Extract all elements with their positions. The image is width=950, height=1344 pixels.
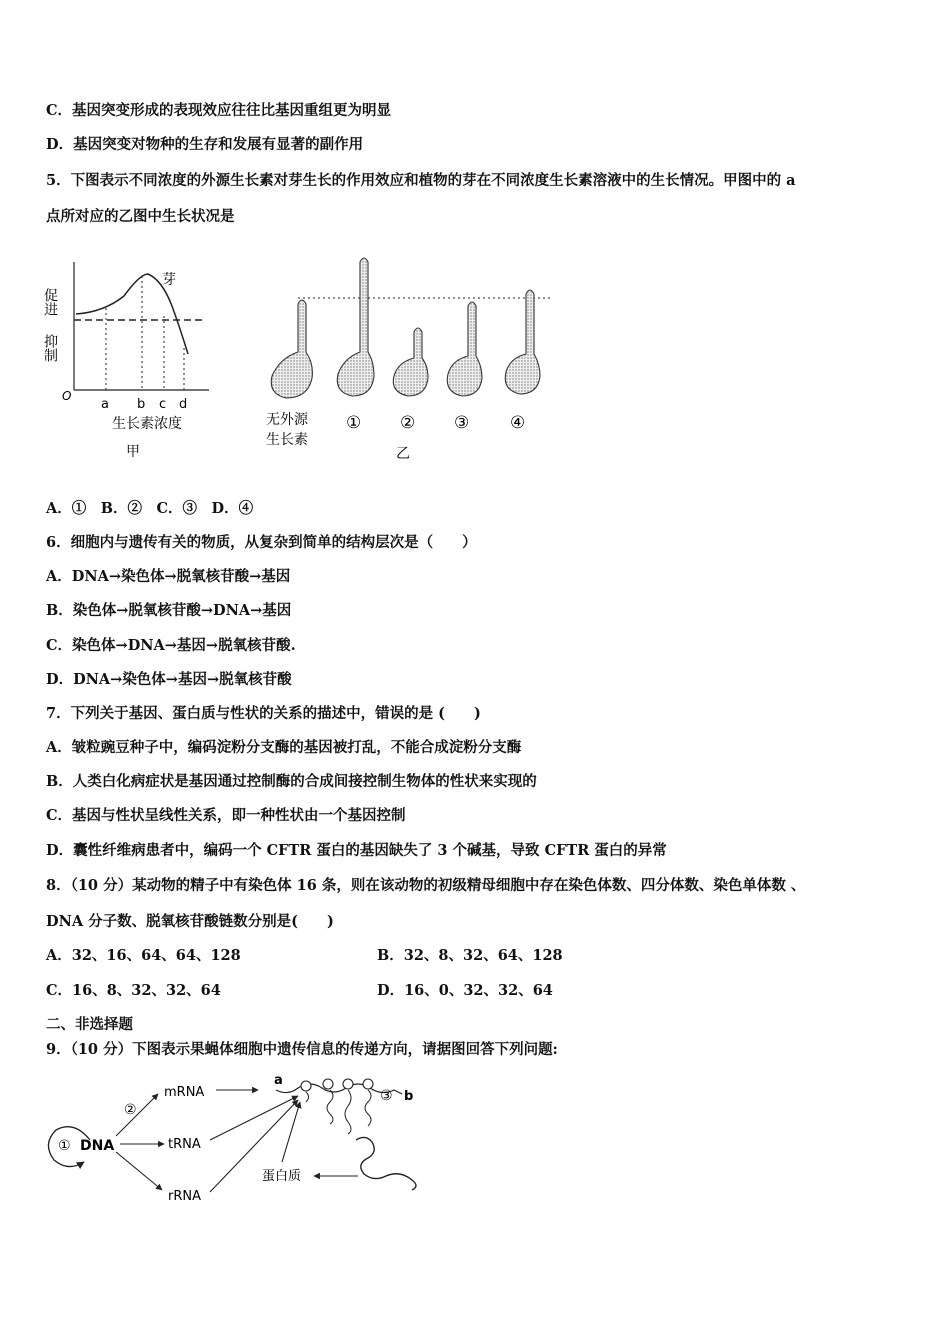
figure-jia [44, 256, 214, 466]
x-axis-label: 生长素浓度 [112, 416, 182, 432]
curve-label-bud: 芽 [162, 272, 176, 288]
q7-option-b: B．人类白化病症状是基因通过控制酶的合成间接控制生物体的性状来实现的 [46, 773, 537, 790]
origin-label: O [62, 389, 72, 403]
x-tick-d: d [179, 397, 188, 412]
q4-option-d: D．基因突变对物种的生存和发展有显著的副作用 [46, 136, 364, 153]
q8-stem-line2: DNA 分子数、脱氧核苷酸链数分别是( ) [46, 913, 334, 930]
q8-option-c: C．16、8、32、32、64 [46, 982, 221, 999]
q5-stem-line1: 5．下图表示不同浓度的外源生长素对芽生长的作用效应和植物的芽在不同浓度生长素溶液中的生长情况。甲图中的 a [46, 172, 796, 189]
label-dna: DNA [80, 1138, 115, 1154]
seedling-label-1: ① [346, 413, 362, 433]
seedling-control [271, 300, 312, 398]
y-label-promote: 促进 [42, 288, 58, 316]
label-circle-2: ② [124, 1102, 137, 1118]
q6-option-b: B．染色体→脱氧核苷酸→DNA→基因 [46, 602, 292, 619]
label-mrna: mRNA [164, 1085, 205, 1100]
label-end-b: b [404, 1089, 414, 1104]
seedling-1 [337, 258, 374, 396]
seedling-4 [505, 290, 540, 394]
q8-option-d: D．16、0、32、32、64 [377, 982, 553, 999]
q6-option-a: A．DNA→染色体→脱氧核苷酸→基因 [46, 568, 291, 585]
label-trna: tRNA [168, 1137, 201, 1152]
label-protein: 蛋白质 [262, 1169, 302, 1184]
control-label-line1: 无外源 [266, 412, 308, 428]
x-tick-a: a [101, 397, 109, 412]
q5-options: A．① B．② C．③ D．④ [46, 500, 254, 517]
protein-chain [356, 1137, 416, 1190]
seedling-label-4: ④ [510, 413, 526, 433]
q7-stem: 7．下列关于基因、蛋白质与性状的关系的描述中，错误的是 ( ) [46, 705, 481, 722]
q7-option-a: A．皱粒豌豆种子中，编码淀粉分支酶的基因被打乱，不能合成淀粉分支酶 [46, 739, 522, 756]
q7-option-d: D．囊性纤维病患者中，编码一个 CFTR 蛋白的基因缺失了 3 个碱基，导致 CFTR 蛋白的异常 [46, 842, 667, 859]
figure-yi [260, 252, 560, 467]
seedling-2 [393, 328, 428, 396]
q8-option-a: A．32、16、64、64、128 [46, 947, 241, 964]
figure-q9 [44, 1068, 434, 1208]
q6-option-d: D．DNA→染色体→基因→脱氧核苷酸 [46, 671, 292, 688]
q6-option-c: C．染色体→DNA→基因→脱氧核苷酸. [46, 637, 296, 654]
q9-stem: 9．（10 分）下图表示果蝇体细胞中遗传信息的传递方向，请据图回答下列问题: [46, 1041, 558, 1058]
q6-stem: 6．细胞内与遗传有关的物质，从复杂到简单的结构层次是（ ） [46, 534, 477, 551]
y-label-inhibit: 抑制 [42, 334, 58, 362]
q8-option-b: B．32、8、32、64、128 [377, 947, 563, 964]
q8-stem-line1: 8．（10 分）某动物的精子中有染色体 16 条，则在该动物的初级精母细胞中存在染色体数、四分体数、染色单体数 、 [46, 877, 806, 894]
figure-yi-caption: 乙 [396, 446, 410, 462]
label-circle-1: ① [58, 1138, 71, 1154]
section-title: 二、非选择题 [46, 1016, 133, 1033]
figure-jia-caption: 甲 [126, 444, 140, 460]
x-tick-c: c [159, 397, 167, 412]
seedling-label-2: ② [400, 413, 416, 433]
q4-option-c: C．基因突变形成的表现效应往往比基因重组更为明显 [46, 102, 392, 119]
label-circle-3: ③ [380, 1088, 393, 1104]
seedling-label-3: ③ [454, 413, 470, 433]
label-rrna: rRNA [168, 1189, 201, 1204]
seedling-3 [447, 302, 482, 396]
label-end-a: a [274, 1073, 283, 1088]
q7-option-c: C．基因与性状呈线性关系，即一种性状由一个基因控制 [46, 807, 406, 824]
x-tick-b: b [137, 397, 146, 412]
q5-stem-line2: 点所对应的乙图中生长状况是 [46, 208, 235, 225]
control-label-line2: 生长素 [266, 432, 308, 448]
